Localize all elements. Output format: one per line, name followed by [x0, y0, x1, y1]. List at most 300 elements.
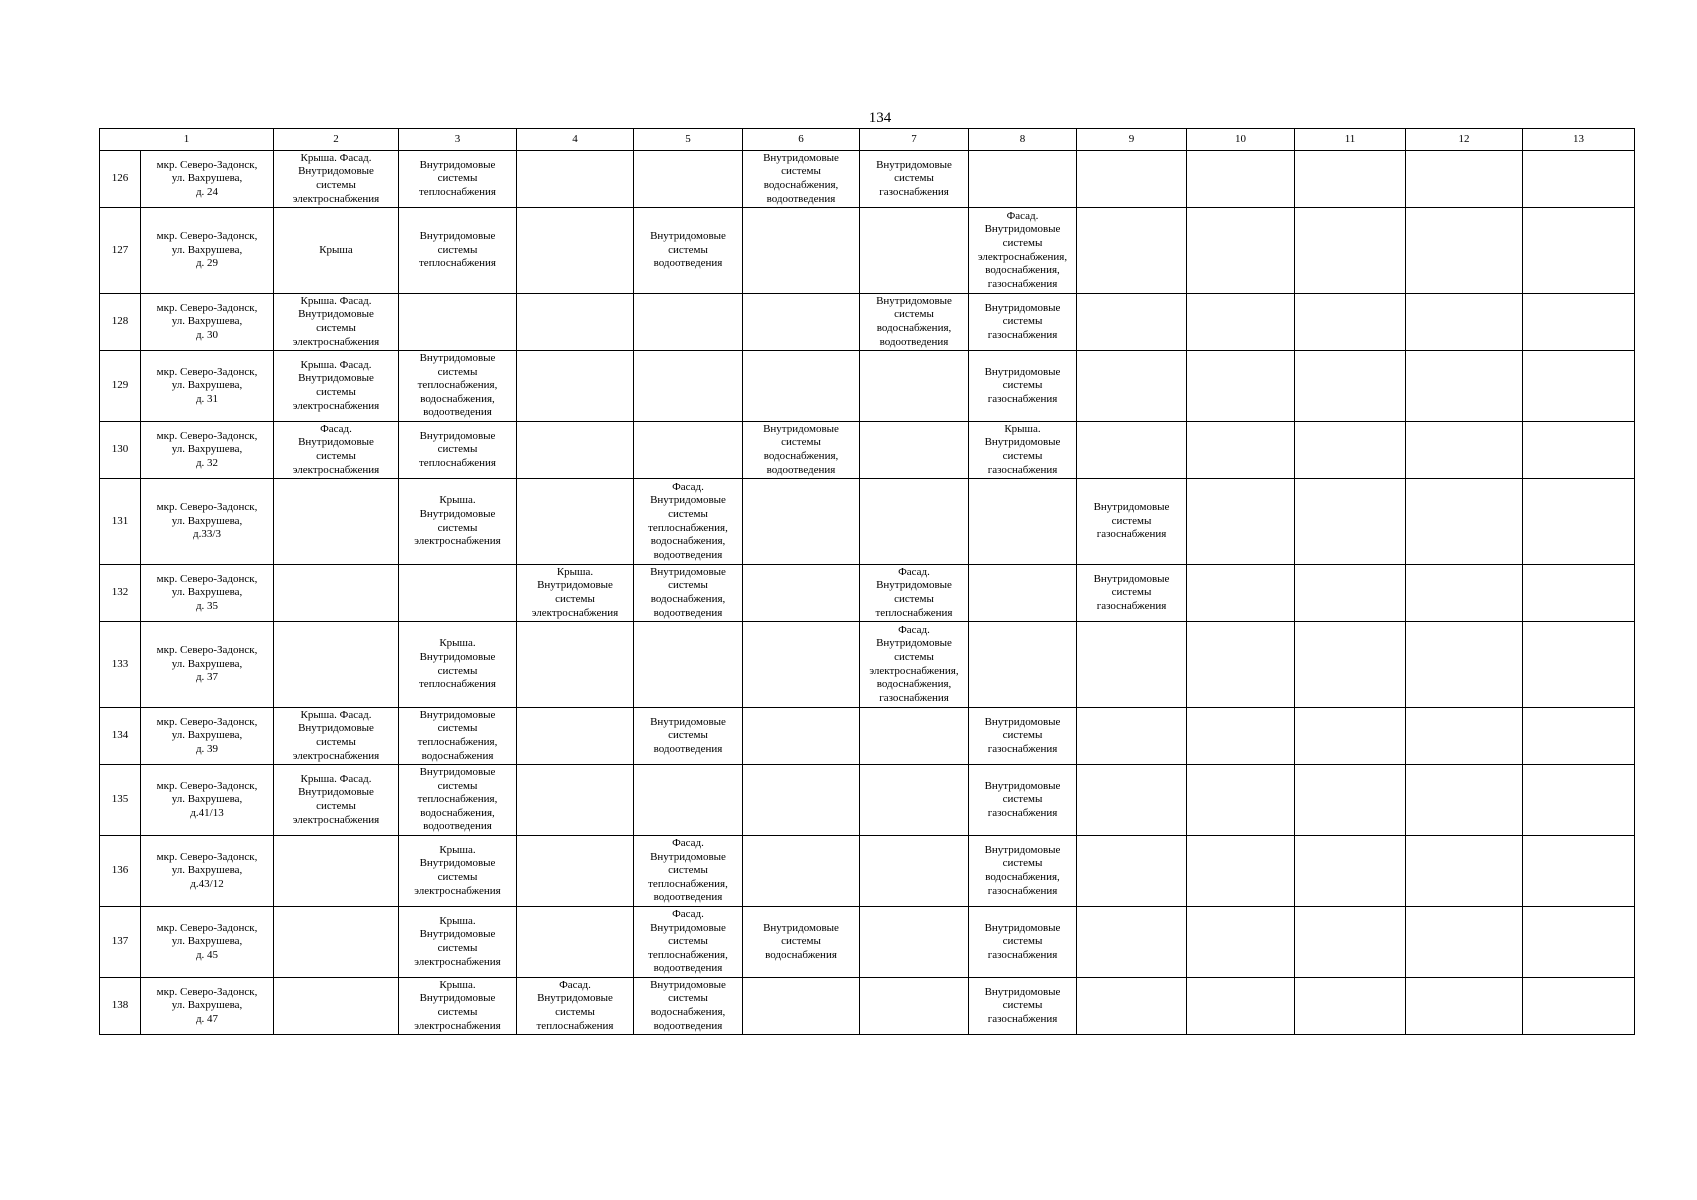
work-cell [634, 708, 743, 765]
header-cell: 9 [1077, 129, 1187, 151]
cell-line: теплоснабжения, [648, 877, 728, 890]
work-cell [1187, 836, 1295, 907]
cell-line: теплоснабжения, [648, 521, 728, 534]
cell-line: системы [1002, 450, 1043, 462]
cell-line: водоотведения [653, 1019, 723, 1032]
address-cell [141, 978, 274, 1035]
cell-line: газоснабжения [879, 691, 949, 704]
address-cell [141, 208, 274, 294]
cell-line: системы [1002, 315, 1043, 328]
header-cell: 4 [517, 129, 634, 151]
cell-line: системы [437, 1006, 478, 1018]
work-cell [1187, 479, 1295, 565]
cell-line: Внутридомовые [419, 928, 496, 941]
row-number: 135 [100, 765, 141, 836]
work-cell [860, 565, 969, 622]
cell-line: Внутридомовые [298, 372, 374, 385]
cell-line: Крыша. Фасад. [300, 708, 372, 721]
cell-line: газоснабжения [987, 463, 1058, 476]
work-cell [969, 422, 1077, 479]
row-number: 133 [100, 622, 141, 708]
cell-line: мкр. Северо-Задонск, [156, 230, 258, 243]
cell-line: д. 29 [195, 257, 219, 270]
work-cell [1187, 907, 1295, 978]
cell-line: Внутридомовые [984, 843, 1061, 856]
work-cell [274, 151, 399, 208]
cell-line: Крыша. [556, 565, 594, 578]
work-cell [1523, 151, 1635, 208]
row-number: 131 [100, 479, 141, 565]
work-cell [1077, 978, 1187, 1035]
table-row [100, 622, 1635, 708]
cell-line: Внутридомовые [650, 978, 726, 991]
cell-line: Крыша. Фасад. [300, 151, 372, 164]
work-cell [1406, 708, 1523, 765]
work-cell [1077, 765, 1187, 836]
work-cell [969, 479, 1077, 565]
work-cell [1295, 836, 1406, 907]
work-cell [1077, 622, 1187, 708]
work-cell [634, 622, 743, 708]
work-cell [274, 978, 399, 1035]
cell-line: системы [437, 664, 478, 677]
cell-line: системы [668, 243, 708, 256]
cell-line: водоснабжения [421, 749, 494, 762]
work-cell [517, 208, 634, 294]
cell-line: системы [316, 736, 356, 748]
cell-line: электроснабжения [292, 399, 380, 412]
work-cell [399, 708, 517, 765]
work-cell [399, 622, 517, 708]
work-cell [517, 565, 634, 622]
work-cell [1406, 422, 1523, 479]
cell-line: газоснабжения [987, 277, 1058, 290]
cell-line: системы [437, 243, 478, 256]
cell-line: д. 47 [195, 1012, 219, 1025]
cell-line: водоотведения [653, 606, 723, 619]
work-cell [274, 479, 399, 565]
table-row [100, 565, 1635, 622]
work-cell [1406, 294, 1523, 351]
cell-line: системы [668, 992, 708, 1005]
cell-line: мкр. Северо-Задонск, [156, 365, 258, 378]
cell-line: водоснабжения, [420, 392, 495, 405]
cell-line: электроснабжения [292, 463, 380, 476]
cell-line: Внутридомовые [419, 766, 496, 779]
work-cell [517, 479, 634, 565]
cell-line: водоотведения [766, 463, 836, 476]
work-cell [1187, 565, 1295, 622]
cell-line: Внутридомовые [763, 921, 839, 934]
cell-line: ул. Вахрушева, [171, 793, 243, 806]
table-row [100, 294, 1635, 351]
cell-line: системы [668, 935, 708, 948]
cell-line: Крыша. [1004, 422, 1041, 435]
cell-line: системы [437, 871, 478, 883]
row-number: 132 [100, 565, 141, 622]
table-row [100, 765, 1635, 836]
cell-line: мкр. Северо-Задонск, [156, 158, 258, 171]
cell-line: Крыша. Фасад. [300, 772, 372, 785]
cell-line: Внутридомовые [650, 494, 726, 507]
cell-line: Внутридомовые [876, 579, 952, 592]
cell-line: системы [1002, 935, 1043, 948]
work-cell [1187, 208, 1295, 294]
cell-line: Внутридомовые [984, 223, 1061, 236]
cell-line: газоснабжения [879, 185, 949, 198]
cell-line: системы [316, 179, 356, 191]
table-row [100, 708, 1635, 765]
cell-line: водоснабжения, [650, 593, 726, 605]
work-cell [274, 294, 399, 351]
row-number: 134 [100, 708, 141, 765]
cell-line: системы [781, 935, 821, 948]
work-cell [743, 622, 860, 708]
cell-line: системы [1002, 729, 1043, 742]
work-cell [634, 151, 743, 208]
work-cell [1523, 622, 1635, 708]
work-cell [399, 479, 517, 565]
page-number: 134 [868, 110, 892, 126]
cell-line: Внутридомовые [1093, 572, 1170, 585]
work-cell [1523, 907, 1635, 978]
cell-line: системы [316, 386, 356, 398]
cell-line: Внутридомовые [419, 708, 496, 721]
work-cell [634, 565, 743, 622]
repair-schedule-table [99, 128, 1635, 1035]
work-cell [1077, 422, 1187, 479]
work-cell [860, 479, 969, 565]
cell-line: мкр. Северо-Задонск, [156, 572, 258, 585]
cell-line: ул. Вахрушева, [171, 864, 243, 877]
cell-line: газоснабжения [987, 392, 1058, 405]
work-cell [860, 622, 969, 708]
work-cell [1406, 479, 1523, 565]
cell-line: системы [437, 521, 478, 534]
work-cell [743, 294, 860, 351]
work-cell [274, 565, 399, 622]
work-cell [743, 422, 860, 479]
cell-line: электроснабжения [292, 335, 380, 348]
work-cell [517, 351, 634, 422]
address-cell [141, 151, 274, 208]
cell-line: Внутридомовые [419, 857, 496, 870]
cell-line: Крыша. [439, 843, 476, 856]
cell-line: Фасад. [672, 837, 704, 850]
work-cell [1077, 708, 1187, 765]
work-cell [969, 294, 1077, 351]
work-cell [1295, 422, 1406, 479]
work-cell [274, 836, 399, 907]
work-cell [634, 208, 743, 294]
header-cell: 8 [969, 129, 1077, 151]
header-cell: 2 [274, 129, 399, 151]
cell-line: Внутридомовые [876, 637, 952, 650]
cell-line: мкр. Северо-Задонск, [156, 301, 258, 314]
cell-line: теплоснабжения [419, 185, 496, 198]
cell-line: ул. Вахрушева, [171, 315, 243, 328]
cell-line: д.43/12 [190, 877, 224, 890]
header-row [100, 129, 1635, 151]
work-cell [1187, 294, 1295, 351]
cell-line: Крыша. Фасад. [300, 294, 372, 307]
cell-line: Крыша. [439, 914, 476, 927]
cell-line: водоотведения [879, 335, 949, 348]
cell-line: Внутридомовые [650, 565, 726, 578]
work-cell [1406, 151, 1523, 208]
work-cell [1523, 422, 1635, 479]
work-cell [1523, 836, 1635, 907]
cell-line: Крыша [319, 243, 353, 256]
work-cell [274, 208, 399, 294]
cell-line: д. 24 [195, 185, 219, 198]
work-cell [1295, 708, 1406, 765]
table-row [100, 208, 1635, 294]
cell-line: водоснабжения, [763, 450, 839, 462]
table-row [100, 151, 1635, 208]
cell-line: системы [437, 172, 478, 185]
cell-line: системы [316, 800, 356, 812]
work-cell [517, 622, 634, 708]
cell-line: системы [316, 450, 356, 462]
work-cell [860, 294, 969, 351]
cell-line: Внутридомовые [763, 151, 839, 164]
cell-line: ул. Вахрушева, [171, 443, 243, 456]
work-cell [517, 765, 634, 836]
cell-line: теплоснабжения [536, 1019, 614, 1032]
work-cell [1295, 622, 1406, 708]
work-cell [634, 479, 743, 565]
work-cell [1406, 208, 1523, 294]
table-row [100, 836, 1635, 907]
work-cell [743, 208, 860, 294]
cell-line: мкр. Северо-Задонск, [156, 985, 258, 998]
cell-line: системы [437, 779, 478, 792]
cell-line: газоснабжения [987, 884, 1058, 897]
cell-line: Внутридомовые [984, 921, 1061, 934]
address-cell [141, 622, 274, 708]
cell-line: Внутридомовые [984, 436, 1061, 449]
work-cell [399, 422, 517, 479]
cell-line: газоснабжения [987, 948, 1058, 961]
work-cell [399, 907, 517, 978]
cell-line: д. 39 [195, 742, 219, 755]
cell-line: Внутридомовые [419, 992, 496, 1005]
cell-line: ул. Вахрушева, [171, 729, 243, 742]
work-cell [274, 765, 399, 836]
header-cell: 12 [1406, 129, 1523, 151]
cell-line: водоснабжения, [650, 535, 726, 548]
work-cell [969, 565, 1077, 622]
table-row [100, 479, 1635, 565]
cell-line: мкр. Северо-Задонск, [156, 850, 258, 863]
cell-line: водоснабжения, [985, 264, 1060, 277]
work-cell [743, 907, 860, 978]
address-cell [141, 907, 274, 978]
row-number: 136 [100, 836, 141, 907]
work-cell [1523, 765, 1635, 836]
cell-line: газоснабжения [1096, 599, 1167, 612]
cell-line: системы [316, 322, 356, 334]
work-cell [634, 836, 743, 907]
work-cell [1077, 351, 1187, 422]
work-cell [517, 708, 634, 765]
cell-line: водоснабжения, [876, 322, 952, 334]
cell-line: д. 45 [195, 948, 219, 961]
work-cell [517, 836, 634, 907]
work-cell [969, 978, 1077, 1035]
work-cell [1187, 622, 1295, 708]
work-cell [1406, 622, 1523, 708]
cell-line: Внутридомовые [298, 165, 374, 178]
cell-line: электроснабжения [531, 606, 619, 619]
cell-line: водоотведения [423, 820, 492, 833]
row-number: 138 [100, 978, 141, 1035]
cell-line: Крыша. [439, 494, 476, 507]
cell-line: Внутридомовые [419, 158, 496, 171]
cell-line: Внутридомовые [984, 715, 1061, 728]
cell-line: системы [437, 722, 478, 735]
cell-line: водоснабжения [765, 948, 837, 961]
header-cell: 7 [860, 129, 969, 151]
header-cell: 6 [743, 129, 860, 151]
header-cell: 11 [1295, 129, 1406, 151]
cell-line: водоотведения [766, 192, 836, 205]
work-cell [1406, 978, 1523, 1035]
cell-line: системы [1002, 379, 1043, 392]
work-cell [1295, 208, 1406, 294]
work-cell [743, 836, 860, 907]
work-cell [517, 978, 634, 1035]
cell-line: Внутридомовые [298, 308, 374, 321]
cell-line: Внутридомовые [419, 650, 496, 663]
work-cell [1295, 294, 1406, 351]
work-cell [399, 294, 517, 351]
work-cell [399, 151, 517, 208]
work-cell [969, 151, 1077, 208]
work-cell [517, 294, 634, 351]
work-cell [399, 565, 517, 622]
work-cell [1523, 565, 1635, 622]
cell-line: ул. Вахрушева, [171, 514, 243, 527]
work-cell [860, 422, 969, 479]
work-cell [1187, 422, 1295, 479]
work-cell [860, 151, 969, 208]
address-cell [141, 836, 274, 907]
cell-line: водоотведения [653, 891, 723, 904]
cell-line: Внутридомовые [650, 715, 726, 728]
cell-line: Внутридомовые [537, 579, 613, 592]
cell-line: Фасад. [559, 978, 591, 991]
address-cell [141, 708, 274, 765]
work-cell [1295, 351, 1406, 422]
work-cell [399, 978, 517, 1035]
work-cell [1295, 907, 1406, 978]
address-cell [141, 294, 274, 351]
cell-line: системы [1002, 857, 1043, 870]
work-cell [743, 708, 860, 765]
cell-line: мкр. Северо-Задонск, [156, 921, 258, 934]
cell-line: д.41/13 [190, 806, 224, 819]
work-cell [634, 978, 743, 1035]
table-body [100, 129, 1635, 1035]
cell-line: газоснабжения [987, 742, 1058, 755]
cell-line: д. 30 [195, 328, 219, 341]
cell-line: системы [894, 593, 934, 605]
cell-line: мкр. Северо-Задонск, [156, 644, 258, 657]
cell-line: Внутридомовые [876, 158, 952, 171]
work-cell [860, 765, 969, 836]
row-number: 130 [100, 422, 141, 479]
work-cell [1523, 208, 1635, 294]
cell-line: системы [555, 593, 595, 605]
header-cell: 1 [100, 129, 274, 151]
cell-line: Внутридомовые [419, 429, 496, 442]
work-cell [1295, 765, 1406, 836]
cell-line: газоснабжения [987, 328, 1058, 341]
cell-line: ул. Вахрушева, [171, 172, 243, 185]
cell-line: теплоснабжения, [417, 379, 498, 392]
work-cell [517, 422, 634, 479]
cell-line: д. 37 [195, 671, 219, 684]
header-cell: 13 [1523, 129, 1635, 151]
cell-line: водоснабжения, [650, 1006, 726, 1018]
work-cell [1077, 565, 1187, 622]
work-cell [969, 208, 1077, 294]
header-cell: 10 [1187, 129, 1295, 151]
cell-line: Внутридомовые [650, 921, 726, 934]
cell-line: ул. Вахрушева, [171, 586, 243, 599]
work-cell [1187, 151, 1295, 208]
work-cell [399, 836, 517, 907]
work-cell [274, 907, 399, 978]
work-cell [1295, 978, 1406, 1035]
cell-line: газоснабжения [1096, 528, 1167, 541]
work-cell [1077, 151, 1187, 208]
cell-line: системы [894, 650, 934, 663]
work-cell [860, 208, 969, 294]
cell-line: системы [1111, 586, 1152, 599]
cell-line: Внутридомовые [298, 786, 374, 799]
table-row [100, 907, 1635, 978]
header-cell: 3 [399, 129, 517, 151]
cell-line: системы [668, 579, 708, 592]
work-cell [969, 907, 1077, 978]
cell-line: электроснабжения [292, 749, 380, 762]
work-cell [860, 351, 969, 422]
work-cell [1077, 294, 1187, 351]
cell-line: водоснабжения, [763, 179, 839, 191]
work-cell [634, 907, 743, 978]
work-cell [743, 479, 860, 565]
cell-line: Фасад. [1006, 209, 1039, 222]
cell-line: системы [555, 1006, 595, 1018]
cell-line: Внутридомовые [984, 985, 1061, 998]
cell-line: ул. Вахрушева, [171, 999, 243, 1012]
cell-line: Внутридомовые [1093, 501, 1170, 514]
cell-line: системы [437, 365, 478, 378]
cell-line: Внутридомовые [876, 294, 952, 307]
cell-line: теплоснабжения, [417, 793, 498, 806]
cell-line: мкр. Северо-Задонск, [156, 501, 258, 514]
cell-line: Внутридомовые [419, 230, 496, 243]
work-cell [1406, 907, 1523, 978]
work-cell [1295, 479, 1406, 565]
work-cell [1406, 765, 1523, 836]
cell-line: водоотведения [423, 406, 492, 419]
work-cell [1077, 208, 1187, 294]
work-cell [1295, 565, 1406, 622]
